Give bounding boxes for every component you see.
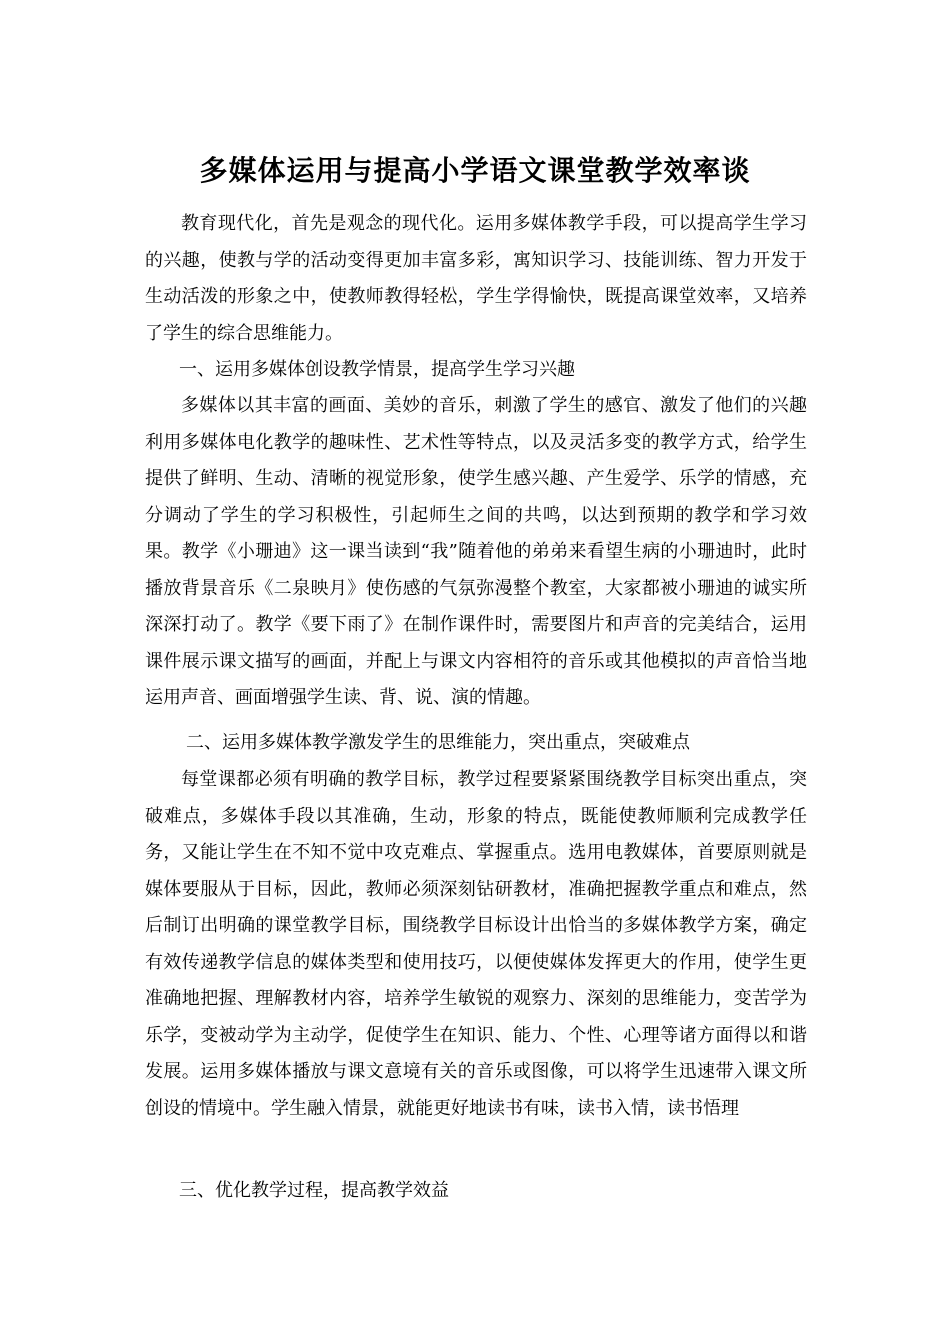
document-title: 多媒体运用与提高小学语文课堂教学效率谈 xyxy=(199,153,751,187)
section-2-heading: 二、运用多媒体教学激发学生的思维能力，突出重点，突破难点 xyxy=(186,732,690,753)
intro-paragraph: 教育现代化，首先是观念的现代化。运用多媒体教学手段，可以提高学生学习的兴趣，使教与学的活动变得更加丰富多彩，寓知识学习、技能训练、智力开发于生动活泼的形象之中，使教师教得轻松，学生学得愉快，既提高课堂效率，又培养了学生的综合思维能力。 xyxy=(145,213,807,344)
section-1-heading: 一、运用多媒体创设教学情景，提高学生学习兴趣 xyxy=(179,359,575,380)
section-1-paragraph: 多媒体以其丰富的画面、美妙的音乐，刺激了学生的感官、激发了他们的兴趣利用多媒体电化教学的趣味性、艺术性等特点，以及灵活多变的教学方式，给学生提供了鲜明、生动、清晰的视觉形象，使学生感兴趣、产生爱学、乐学的情感，充分调动了学生的学习积极性，引起师生之间的共鸣，以达到预期的教学和学习效果。教学《小珊迪》这一课当读到“我”随着他的弟弟来看望生病的小珊迪时，此时播放背景音乐《二泉映月》使伤感的气氛弥漫整个教室，大家都被小珊迪的诚实所深深打动了。教学《要下雨了》在制作课件时，需要图片和声音的完美结合，运用课件展示课文描写的画面，并配上与课文内容相符的音乐或其他模拟的声音恰当地运用声音、画面增强学生读、背、说、演的情趣。 xyxy=(145,395,807,708)
section-3-heading: 三、优化教学过程，提高教学效益 xyxy=(179,1180,449,1201)
section-2-paragraph: 每堂课都必须有明确的教学目标，教学过程要紧紧围绕教学目标突出重点，突破难点，多媒体手段以其准确，生动，形象的特点，既能使教师顺利完成教学任务，又能让学生在不知不觉中攻克难点、掌握重点。选用电教媒体，首要原则就是媒体要服从于目标，因此，教师必须深刻钻研教材，准确把握教学重点和难点，然后制订出明确的课堂教学目标，围绕教学目标设计出恰当的多媒体教学方案，确定有效传递教学信息的媒体类型和使用技巧，以便使媒体发挥更大的作用，使学生更准确地把握、理解教材内容，培养学生敏锐的观察力、深刻的思维能力，变苦学为乐学，变被动学为主动学，促使学生在知识、能力、个性、心理等诸方面得以和谐发展。运用多媒体播放与课文意境有关的音乐或图像，可以将学生迅速带入课文所创设的情境中。学生融入情景，就能更好地读书有味，读书入情，读书悟理 xyxy=(145,769,807,1119)
